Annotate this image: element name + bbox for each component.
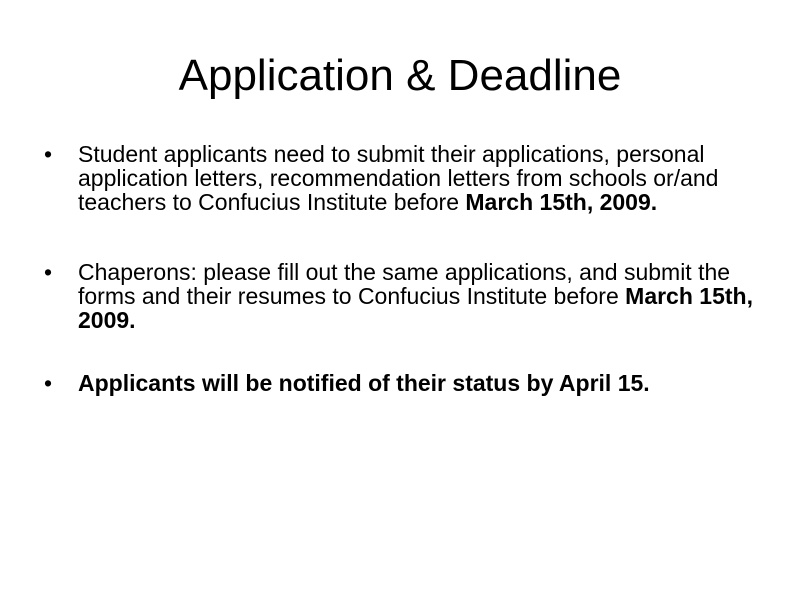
slide-title: Application & Deadline	[178, 51, 622, 100]
notification-statement: Applicants will be notified of their status by April 15.	[78, 370, 650, 396]
list-item-chaperons	[44, 260, 764, 332]
deadline-chaperons: March 15th, 2009.	[78, 283, 753, 333]
bullet-icon: •	[44, 141, 53, 167]
bullet-icon: •	[44, 259, 53, 285]
deadline-student-applicants: March 15th, 2009.	[465, 189, 658, 215]
list-item-notification	[44, 371, 764, 395]
bullet-text-chaperons: Chaperons: please fill out the same applications, and submit the forms and their resumes to Confucius Institute before	[78, 259, 731, 309]
bullet-icon: •	[44, 370, 53, 396]
bullet-text-student-applicants: Student applicants need to submit their applications, personal application letters, recommendation letters from schools or/and teachers to Confucius Institute before	[78, 141, 719, 215]
list-item-student-applicants	[44, 142, 764, 214]
bullet-list	[44, 142, 764, 395]
